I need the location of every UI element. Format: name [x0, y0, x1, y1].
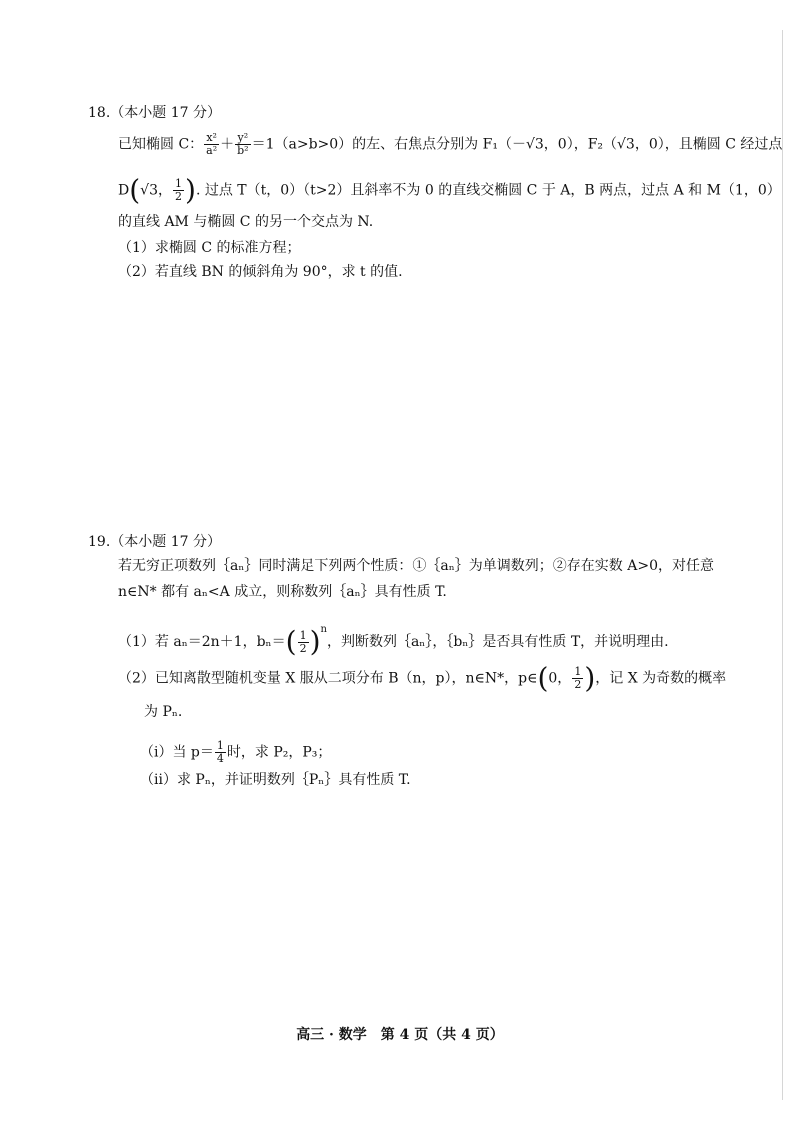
ellipse-y-term: [235, 132, 250, 157]
q19-part1-frac-num: 1: [299, 628, 307, 642]
q19-part2-frac-num: 1: [574, 665, 582, 678]
q19-part2-frac-den: 2: [574, 678, 582, 691]
q19-part1-pre: （1）若 aₙ＝2n＋1，bₙ＝: [118, 634, 286, 650]
q19-sub-i: [140, 740, 331, 765]
q19-sub-i-frac-num: 1: [216, 739, 224, 752]
q18-line2-post: . 过点 T（t，0）（t>2）且斜率不为 0 的直线交椭圆 C 于 A，B 两点，过点 A 和 M（1，0）: [195, 182, 781, 199]
q18-line2: D(√3， $\frac{1}{2}$ ). 过点 T（t，0）（t>2）且斜率不为 0 的直线交椭圆 C 于 A，B 两点，过点 A 和 M（1，0）: [118, 173, 781, 207]
q19-line2: n∈N* 都有 aₙ<A 成立，则称数列｛aₙ｝具有性质 T.: [118, 584, 447, 600]
q19-part2-line2: 为 Pₙ.: [144, 704, 183, 720]
q19-sub-i-frac: [215, 740, 226, 765]
point-d-y-num: 1: [175, 177, 182, 190]
q19-part1-frac: [298, 630, 309, 655]
ellipse-x-den: a²: [206, 144, 218, 157]
q18-line3: 的直线 AM 与椭圆 C 的另一个交点为 N.: [118, 214, 374, 230]
ellipse-x-num: x²: [204, 132, 219, 145]
point-d-y: [173, 178, 184, 203]
q19-part2-post: ，记 X 为奇数的概率: [595, 670, 727, 687]
q18-part1: （1）求椭圆 C 的标准方程；: [118, 240, 301, 256]
q18-part2: （2）若直线 BN 的倾斜角为 90°，求 t 的值.: [118, 264, 403, 280]
point-d-y-den: 2: [175, 190, 182, 203]
q18-header: 18.（本小题 17 分）: [88, 105, 221, 121]
q19-line1: 若无穷正项数列｛aₙ｝同时满足下列两个性质：①｛aₙ｝为单调数列；②存在实数 A>0，对任意: [118, 558, 715, 574]
q19-part1-frac-den: 2: [299, 641, 307, 655]
q18-line2-pre: D: [118, 182, 130, 199]
q19-part1-post: ，判断数列｛aₙ｝，｛bₙ｝是否具有性质 T，并说明理由.: [326, 634, 669, 650]
q19-part2: （2）已知离散型随机变量 X 服从二项分布 B（n，p），n∈N*，p∈(0， $\frac{1}{2}$ )，记 X 为奇数的概率: [118, 661, 727, 695]
q19-sub-i-post: 时，求 P₂，P₃；: [226, 744, 332, 761]
page-margin-line: [782, 30, 783, 1100]
q18-line1: 已知椭圆 C： $\frac{\text{x²}}{\text{a²}}$ ＋ $\frac{\text{y²}}{\text{b²}}$ ＝1（a>b>0）的左、右焦点分别为 F₁（－√3，0），F₂（√3，0），且椭圆 C 经过点: [118, 131, 783, 157]
ellipse-x-term: [204, 132, 219, 157]
q19-header: 19.（本小题 17 分）: [88, 534, 221, 550]
q19-sub-i-pre: （ⅰ）当 p＝: [140, 744, 214, 761]
q19-part1: （1）若 aₙ＝2n＋1，bₙ＝( $\frac{1}{2}$ )$^n$，判断数列｛aₙ｝，｛bₙ｝是否具有性质 T，并说明理由.: [118, 624, 669, 658]
q19-part2-frac: [572, 666, 583, 691]
q19-part1-exp: n: [320, 624, 327, 635]
q19-part2-interval-a: 0，: [548, 670, 572, 687]
q19-part2-pre: （2）已知离散型随机变量 X 服从二项分布 B（n，p），n∈N*，p∈: [118, 670, 538, 687]
page-footer: 高三 · 数学 第 4 页（共 4 页）: [296, 1027, 504, 1043]
point-d-x: √3，: [140, 182, 172, 199]
ellipse-y-num: y²: [235, 132, 250, 145]
q18-line1-post: ＝1（a>b>0）的左、右焦点分别为 F₁（－√3，0），F₂（√3，0），且椭圆 C 经过点: [251, 136, 783, 153]
q19-sub-ii: （ⅱ）求 Pₙ，并证明数列｛Pₙ｝具有性质 T.: [140, 772, 411, 788]
q19-sub-i-frac-den: 4: [216, 752, 224, 765]
q18-line1-pre: 已知椭圆 C：: [118, 136, 204, 153]
ellipse-y-den: b²: [237, 144, 249, 157]
